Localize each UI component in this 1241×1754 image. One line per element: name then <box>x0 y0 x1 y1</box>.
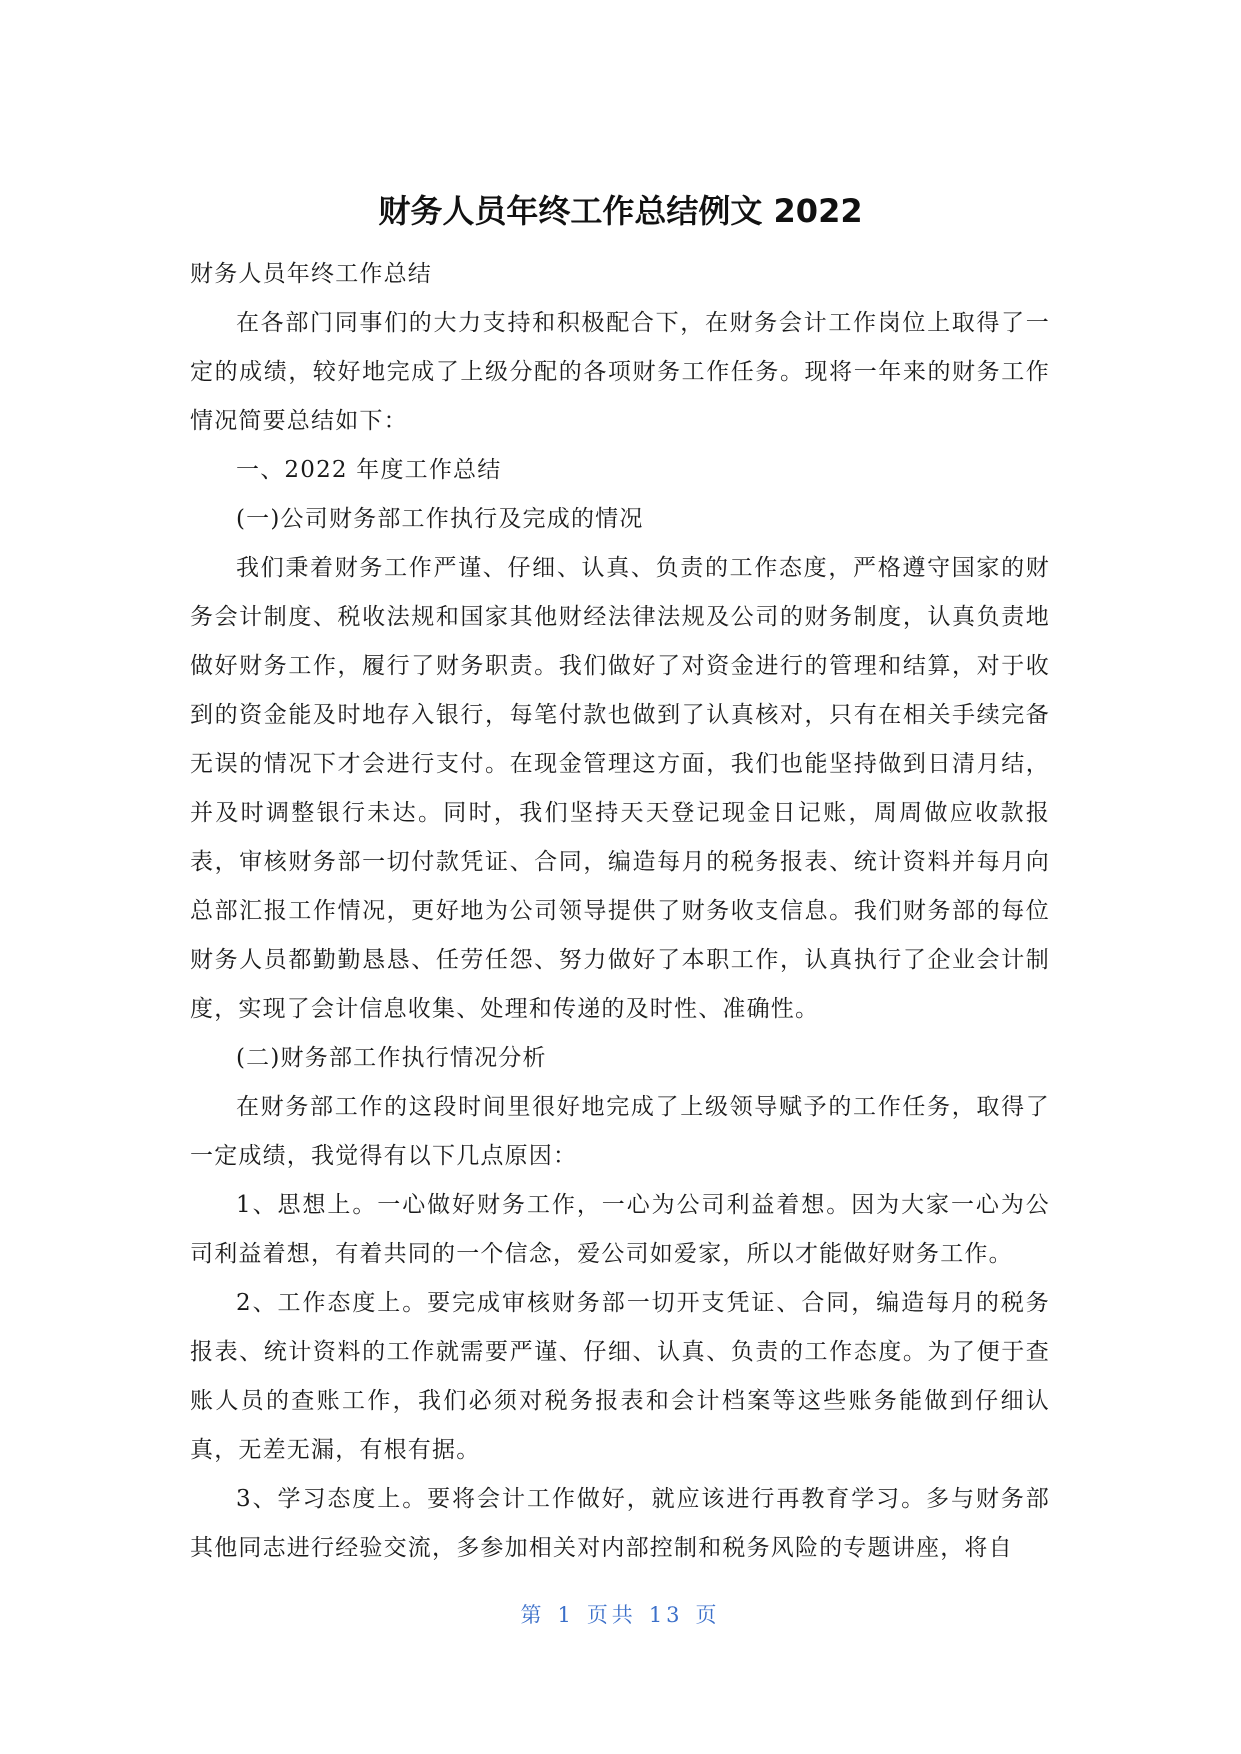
paragraph: 我们秉着财务工作严谨、仔细、认真、负责的工作态度，严格遵守国家的财务会计制度、税收法规和国家其他财经法律法规及公司的财务制度，认真负责地做好财务工作，履行了财务职责。我们做好了对资金进行的管理和结算，对于收到的资金能及时地存入银行，每笔付款也做到了认真核对，只有在相关手续完备无误的情况下才会进行支付。在现金管理这方面，我们也能坚持做到日清月结，并及时调整银行未达。同时，我们坚持天天登记现金日记账，周周做应收款报表，审核财务部一切付款凭证、合同，编造每月的税务报表、统计资料并每月向总部汇报工作情况，更好地为公司领导提供了财务收支信息。我们财务部的每位财务人员都勤勤恳恳、任劳任怨、努力做好了本职工作，认真执行了企业会计制度，实现了会计信息收集、处理和传递的及时性、准确性。 <box>190 555 1050 1022</box>
paragraph: 1、思想上。一心做好财务工作，一心为公司利益着想。因为大家一心为公司利益着想，有着共同的一个信念，爱公司如爱家，所以才能做好财务工作。 <box>190 1192 1050 1267</box>
section-heading: 财务人员年终工作总结 <box>190 261 432 287</box>
paragraph: (二)财务部工作执行情况分析 <box>236 1045 547 1071</box>
document-body <box>190 250 1050 1573</box>
paragraph: 一、2022 年度工作总结 <box>236 457 502 483</box>
paragraph: 在财务部工作的这段时间里很好地完成了上级领导赋予的工作任务，取得了一定成绩，我觉得有以下几点原因： <box>190 1094 1050 1169</box>
footer-total-pages: 13 <box>648 1603 684 1627</box>
footer-label-pages: 页 <box>695 1603 721 1627</box>
document-title: 财务人员年终工作总结例文 2022 <box>378 192 863 230</box>
paragraph: 在各部门同事们的大力支持和积极配合下，在财务会计工作岗位上取得了一定的成绩，较好地完成了上级分配的各项财务工作任务。现将一年来的财务工作情况简要总结如下： <box>190 310 1050 434</box>
page-footer <box>0 1600 1241 1630</box>
paragraph: 3、学习态度上。要将会计工作做好，就应该进行再教育学习。多与财务部其他同志进行经验交流，多参加相关对内部控制和税务风险的专题讲座，将自 <box>190 1486 1050 1561</box>
footer-label-of: 页共 <box>586 1603 637 1627</box>
paragraph: (一)公司财务部工作执行及完成的情况 <box>236 506 644 532</box>
footer-current-page: 1 <box>557 1603 575 1627</box>
footer-label-page: 第 <box>520 1603 546 1627</box>
paragraph: 2、工作态度上。要完成审核财务部一切开支凭证、合同，编造每月的税务报表、统计资料的工作就需要严谨、仔细、认真、负责的工作态度。为了便于查账人员的查账工作，我们必须对税务报表和会计档案等这些账务能做到仔细认真，无差无漏，有根有据。 <box>190 1290 1050 1463</box>
